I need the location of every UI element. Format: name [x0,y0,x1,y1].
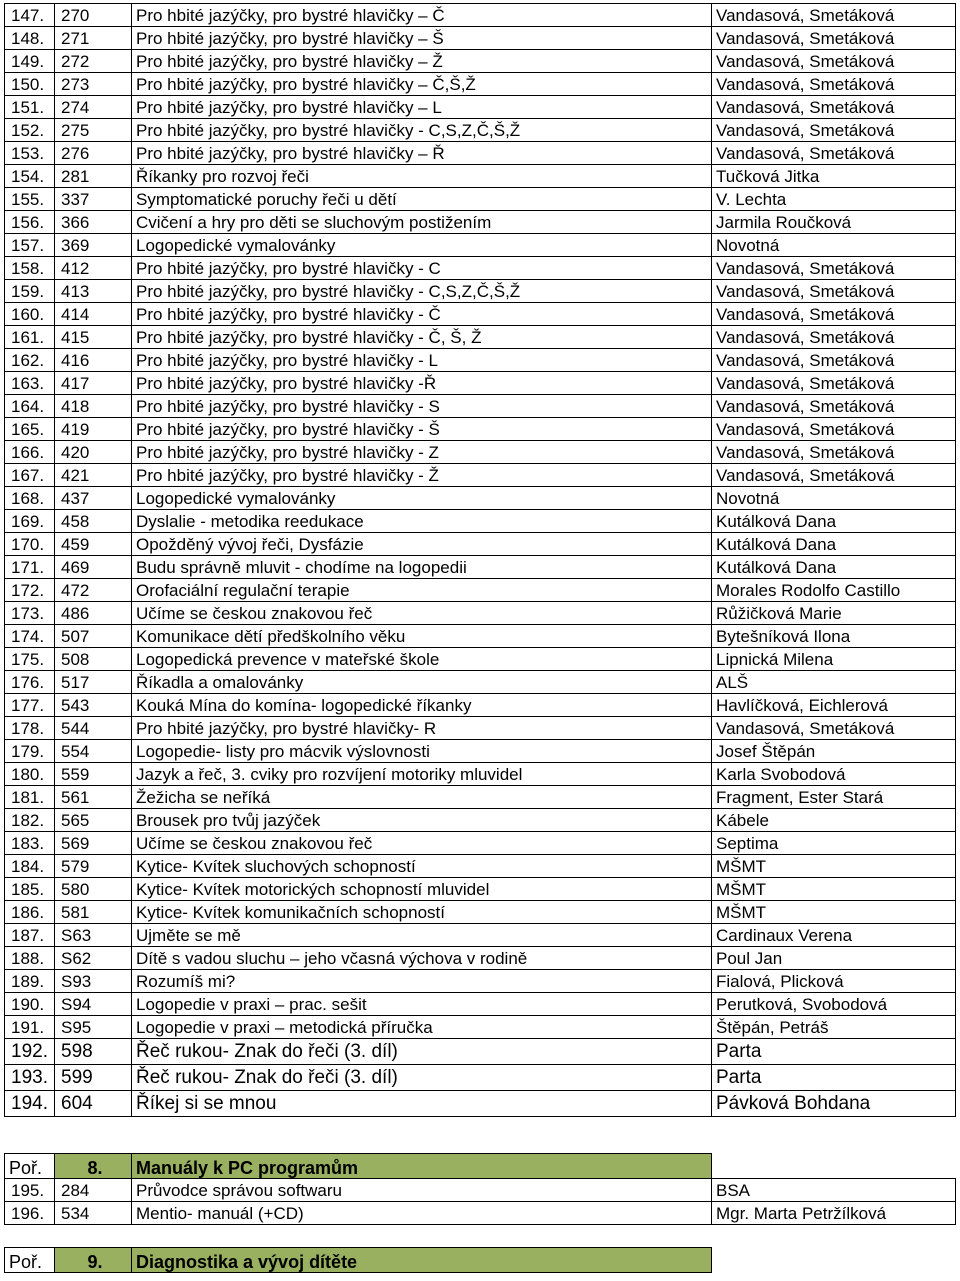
book-author: Tučková Jitka [712,165,956,188]
section-title: Diagnostika a vývoj dítěte [132,1248,712,1273]
row-number: 155. [5,188,55,211]
catalog-id: 276 [55,142,132,165]
book-title: Pro hbité jazýčky, pro bystré hlavičky -Ř [132,372,712,395]
catalog-id: 459 [55,533,132,556]
book-author: Bytešníková Ilona [712,625,956,648]
row-number: 159. [5,280,55,303]
catalog-id: 412 [55,257,132,280]
book-author: Parta [712,1065,956,1091]
row-number: 185. [5,878,55,901]
table-row [5,648,956,671]
table-row [5,809,956,832]
row-number: 178. [5,717,55,740]
catalog-id: 598 [55,1039,132,1065]
table-row [5,1065,956,1091]
row-number: 150. [5,73,55,96]
catalog-id: 273 [55,73,132,96]
section-number: 8. [55,1154,132,1179]
row-number: 171. [5,556,55,579]
book-author: MŠMT [712,878,956,901]
row-number: 169. [5,510,55,533]
book-author: Vandasová, Smetáková [712,418,956,441]
book-title: Logopedie v praxi – prac. sešit [132,993,712,1016]
catalog-id: 559 [55,763,132,786]
catalog-id: 366 [55,211,132,234]
book-author: Štěpán, Petráš [712,1016,956,1039]
book-title: Opožděný vývoj řeči, Dysfázie [132,533,712,556]
table-row [5,4,956,27]
catalog-id: 284 [55,1179,132,1202]
table-row [5,395,956,418]
row-number: 163. [5,372,55,395]
book-title: Kytice- Kvítek sluchových schopností [132,855,712,878]
catalog-id: 469 [55,556,132,579]
table-row [5,510,956,533]
book-title: Řeč rukou- Znak do řeči (3. díl) [132,1039,712,1065]
book-author: V. Lechta [712,188,956,211]
table-row [5,763,956,786]
book-author: Jarmila Roučková [712,211,956,234]
catalog-id: 417 [55,372,132,395]
book-title: Říkanky pro rozvoj řeči [132,165,712,188]
table-row [5,924,956,947]
section-header-spacer [712,1248,956,1273]
table-row [5,257,956,280]
book-title: Kouká Mína do komína- logopedické říkanky [132,694,712,717]
book-author: Perutková, Svobodová [712,993,956,1016]
row-number: 168. [5,487,55,510]
table-row [5,1039,956,1065]
book-author: Kutálková Dana [712,556,956,579]
table-row [5,487,956,510]
catalog-id: 281 [55,165,132,188]
catalog-id: 437 [55,487,132,510]
catalog-id: S94 [55,993,132,1016]
book-author: Cardinaux Verena [712,924,956,947]
book-author: BSA [712,1179,956,1202]
book-author: Lipnická Milena [712,648,956,671]
table-row [5,326,956,349]
row-number: 183. [5,832,55,855]
row-number: 195. [5,1179,55,1202]
catalog-id: 604 [55,1091,132,1117]
book-author: Kábele [712,809,956,832]
catalog-id: 337 [55,188,132,211]
table-row [5,855,956,878]
row-number: 187. [5,924,55,947]
row-number: 180. [5,763,55,786]
catalog-id: 580 [55,878,132,901]
table-row [5,142,956,165]
catalog-id: 486 [55,602,132,625]
table-row [5,418,956,441]
catalog-id: 274 [55,96,132,119]
book-title: Pro hbité jazýčky, pro bystré hlavičky - Ž [132,464,712,487]
book-author: Vandasová, Smetáková [712,119,956,142]
book-author: Fialová, Plicková [712,970,956,993]
catalog-id: 543 [55,694,132,717]
section-number: 9. [55,1248,132,1273]
book-title: Pro hbité jazýčky, pro bystré hlavičky - C [132,257,712,280]
book-title: Logopedické vymalovánky [132,487,712,510]
book-author: Mgr. Marta Petržílková [712,1202,956,1225]
book-author: Vandasová, Smetáková [712,395,956,418]
row-number: 186. [5,901,55,924]
catalog-id: 534 [55,1202,132,1225]
catalog-id: 414 [55,303,132,326]
row-number: 164. [5,395,55,418]
book-title: Pro hbité jazýčky, pro bystré hlavičky – Š [132,27,712,50]
row-number: 149. [5,50,55,73]
row-number: 152. [5,119,55,142]
book-author: Vandasová, Smetáková [712,4,956,27]
section-8-rows [5,1179,956,1225]
catalog-id: 458 [55,510,132,533]
book-title: Logopedická prevence v mateřské škole [132,648,712,671]
book-title: Kytice- Kvítek komunikačních schopností [132,901,712,924]
table-row [5,372,956,395]
row-number: 179. [5,740,55,763]
catalog-id: S93 [55,970,132,993]
catalog-id: 579 [55,855,132,878]
book-author: Vandasová, Smetáková [712,27,956,50]
book-title: Pro hbité jazýčky, pro bystré hlavičky - C,S,Z,Č,Š,Ž [132,119,712,142]
book-title: Pro hbité jazýčky, pro bystré hlavičky- R [132,717,712,740]
book-title: Dyslalie - metodika reedukace [132,510,712,533]
book-title: Kytice- Kvítek motorických schopností mluvidel [132,878,712,901]
table-row [5,1091,956,1117]
table-row [5,1202,956,1225]
book-title: Pro hbité jazýčky, pro bystré hlavičky – Č,Š,Ž [132,73,712,96]
book-author: Vandasová, Smetáková [712,280,956,303]
row-number: 181. [5,786,55,809]
table-row [5,947,956,970]
row-number: 190. [5,993,55,1016]
table-row [5,349,956,372]
section-title: Manuály k PC programům [132,1154,712,1179]
book-author: Vandasová, Smetáková [712,372,956,395]
catalog-id: 413 [55,280,132,303]
table-row [5,234,956,257]
book-author: MŠMT [712,855,956,878]
table-row [5,625,956,648]
section-header-spacer [712,1154,956,1179]
table-row [5,211,956,234]
table-row [5,602,956,625]
catalog-id: 416 [55,349,132,372]
book-title: Cvičení a hry pro děti se sluchovým postižením [132,211,712,234]
book-author: Josef Štěpán [712,740,956,763]
book-author: Vandasová, Smetáková [712,257,956,280]
table-row [5,579,956,602]
row-number: 192. [5,1039,55,1065]
section-header [5,1248,956,1273]
book-author: MŠMT [712,901,956,924]
book-table [4,3,956,1117]
book-title: Mentio- manuál (+CD) [132,1202,712,1225]
row-number: 147. [5,4,55,27]
book-title: Logopedie v praxi – metodická příručka [132,1016,712,1039]
table-row [5,993,956,1016]
book-author: Vandasová, Smetáková [712,441,956,464]
book-title: Pro hbité jazýčky, pro bystré hlavičky – Č [132,4,712,27]
table-row [5,1016,956,1039]
row-number: 157. [5,234,55,257]
row-number: 158. [5,257,55,280]
row-number: 173. [5,602,55,625]
book-title: Rozumíš mi? [132,970,712,993]
book-title: Pro hbité jazýčky, pro bystré hlavičky – Ř [132,142,712,165]
book-author: Septima [712,832,956,855]
book-author: Karla Svobodová [712,763,956,786]
catalog-id: 561 [55,786,132,809]
book-title: Brousek pro tvůj jazýček [132,809,712,832]
row-number: 166. [5,441,55,464]
table-row [5,280,956,303]
row-number: 165. [5,418,55,441]
catalog-id: 415 [55,326,132,349]
catalog-id: S63 [55,924,132,947]
book-title: Pro hbité jazýčky, pro bystré hlavičky - Č [132,303,712,326]
catalog-id: 275 [55,119,132,142]
row-number: 175. [5,648,55,671]
catalog-id: 420 [55,441,132,464]
row-number: 160. [5,303,55,326]
section-8-table [4,1153,956,1225]
book-author: Vandasová, Smetáková [712,717,956,740]
book-author: Novotná [712,234,956,257]
table-row [5,717,956,740]
book-author: Parta [712,1039,956,1065]
table-row [5,878,956,901]
book-author: Novotná [712,487,956,510]
table-row [5,671,956,694]
book-author: Vandasová, Smetáková [712,349,956,372]
book-title: Dítě s vadou sluchu – jeho včasná výchova v rodině [132,947,712,970]
book-title: Řeč rukou- Znak do řeči (3. díl) [132,1065,712,1091]
book-title: Ujměte se mě [132,924,712,947]
book-title: Učíme se českou znakovou řeč [132,832,712,855]
section-order-label: Poř. [5,1248,55,1273]
book-title: Budu správně mluvit - chodíme na logopedii [132,556,712,579]
catalog-id: 565 [55,809,132,832]
table-row [5,1179,956,1202]
row-number: 188. [5,947,55,970]
catalog-id: 517 [55,671,132,694]
table-row [5,303,956,326]
book-author: Růžičková Marie [712,602,956,625]
book-title: Pro hbité jazýčky, pro bystré hlavičky - Č, Š, Ž [132,326,712,349]
catalog-id: 507 [55,625,132,648]
book-author: Vandasová, Smetáková [712,96,956,119]
book-title: Učíme se českou znakovou řeč [132,602,712,625]
catalog-id: 270 [55,4,132,27]
row-number: 153. [5,142,55,165]
book-title: Orofaciální regulační terapie [132,579,712,602]
book-title: Pro hbité jazýčky, pro bystré hlavičky – L [132,96,712,119]
catalog-id: 271 [55,27,132,50]
book-author: Morales Rodolfo Castillo [712,579,956,602]
table-row [5,441,956,464]
book-author: Kutálková Dana [712,510,956,533]
book-author: Vandasová, Smetáková [712,303,956,326]
row-number: 156. [5,211,55,234]
book-title: Komunikace dětí předškolního věku [132,625,712,648]
section-9-table [4,1247,956,1273]
catalog-id: S62 [55,947,132,970]
book-title: Říkadla a omalovánky [132,671,712,694]
book-title: Pro hbité jazýčky, pro bystré hlavičky - C,S,Z,Č,Š,Ž [132,280,712,303]
catalog-id: 369 [55,234,132,257]
row-number: 176. [5,671,55,694]
section-header [5,1154,956,1179]
row-number: 196. [5,1202,55,1225]
book-title: Symptomatické poruchy řeči u dětí [132,188,712,211]
catalog-id: 581 [55,901,132,924]
book-author: Vandasová, Smetáková [712,73,956,96]
table-row [5,50,956,73]
catalog-id: 472 [55,579,132,602]
catalog-id: 272 [55,50,132,73]
book-author: Poul Jan [712,947,956,970]
table-row [5,694,956,717]
book-title: Říkej si se mnou [132,1091,712,1117]
book-author: Vandasová, Smetáková [712,50,956,73]
book-title: Pro hbité jazýčky, pro bystré hlavičky - L [132,349,712,372]
table-row [5,832,956,855]
book-title: Průvodce správou softwaru [132,1179,712,1202]
row-number: 193. [5,1065,55,1091]
table-row [5,27,956,50]
section-order-label: Poř. [5,1154,55,1179]
row-number: 162. [5,349,55,372]
row-number: 172. [5,579,55,602]
catalog-id: 569 [55,832,132,855]
table-row [5,464,956,487]
table-row [5,165,956,188]
book-author: Havlíčková, Eichlerová [712,694,956,717]
table-row [5,740,956,763]
catalog-id: 419 [55,418,132,441]
table-row [5,901,956,924]
book-title: Logopedie- listy pro mácvik výslovnosti [132,740,712,763]
row-number: 184. [5,855,55,878]
table-row [5,119,956,142]
row-number: 161. [5,326,55,349]
book-author: ALŠ [712,671,956,694]
book-table-body [5,4,956,1117]
row-number: 174. [5,625,55,648]
book-title: Pro hbité jazýčky, pro bystré hlavičky - Š [132,418,712,441]
table-row [5,73,956,96]
row-number: 151. [5,96,55,119]
book-author: Vandasová, Smetáková [712,326,956,349]
book-title: Logopedické vymalovánky [132,234,712,257]
catalog-id: 421 [55,464,132,487]
table-row [5,188,956,211]
row-number: 154. [5,165,55,188]
table-row [5,786,956,809]
book-author: Vandasová, Smetáková [712,464,956,487]
book-author: Pávková Bohdana [712,1091,956,1117]
catalog-id: 544 [55,717,132,740]
catalog-id: 508 [55,648,132,671]
catalog-id: 554 [55,740,132,763]
table-row [5,96,956,119]
row-number: 191. [5,1016,55,1039]
row-number: 182. [5,809,55,832]
table-row [5,533,956,556]
book-title: Pro hbité jazýčky, pro bystré hlavičky - Z [132,441,712,464]
book-author: Vandasová, Smetáková [712,142,956,165]
book-author: Fragment, Ester Stará [712,786,956,809]
table-row [5,556,956,579]
book-title: Pro hbité jazýčky, pro bystré hlavičky - S [132,395,712,418]
book-title: Jazyk a řeč, 3. cviky pro rozvíjení motoriky mluvidel [132,763,712,786]
book-title: Žežicha se neříká [132,786,712,809]
book-title: Pro hbité jazýčky, pro bystré hlavičky – Ž [132,50,712,73]
row-number: 167. [5,464,55,487]
row-number: 148. [5,27,55,50]
catalog-id: S95 [55,1016,132,1039]
book-author: Kutálková Dana [712,533,956,556]
catalog-id: 418 [55,395,132,418]
row-number: 194. [5,1091,55,1117]
row-number: 177. [5,694,55,717]
table-row [5,970,956,993]
row-number: 170. [5,533,55,556]
catalog-id: 599 [55,1065,132,1091]
row-number: 189. [5,970,55,993]
